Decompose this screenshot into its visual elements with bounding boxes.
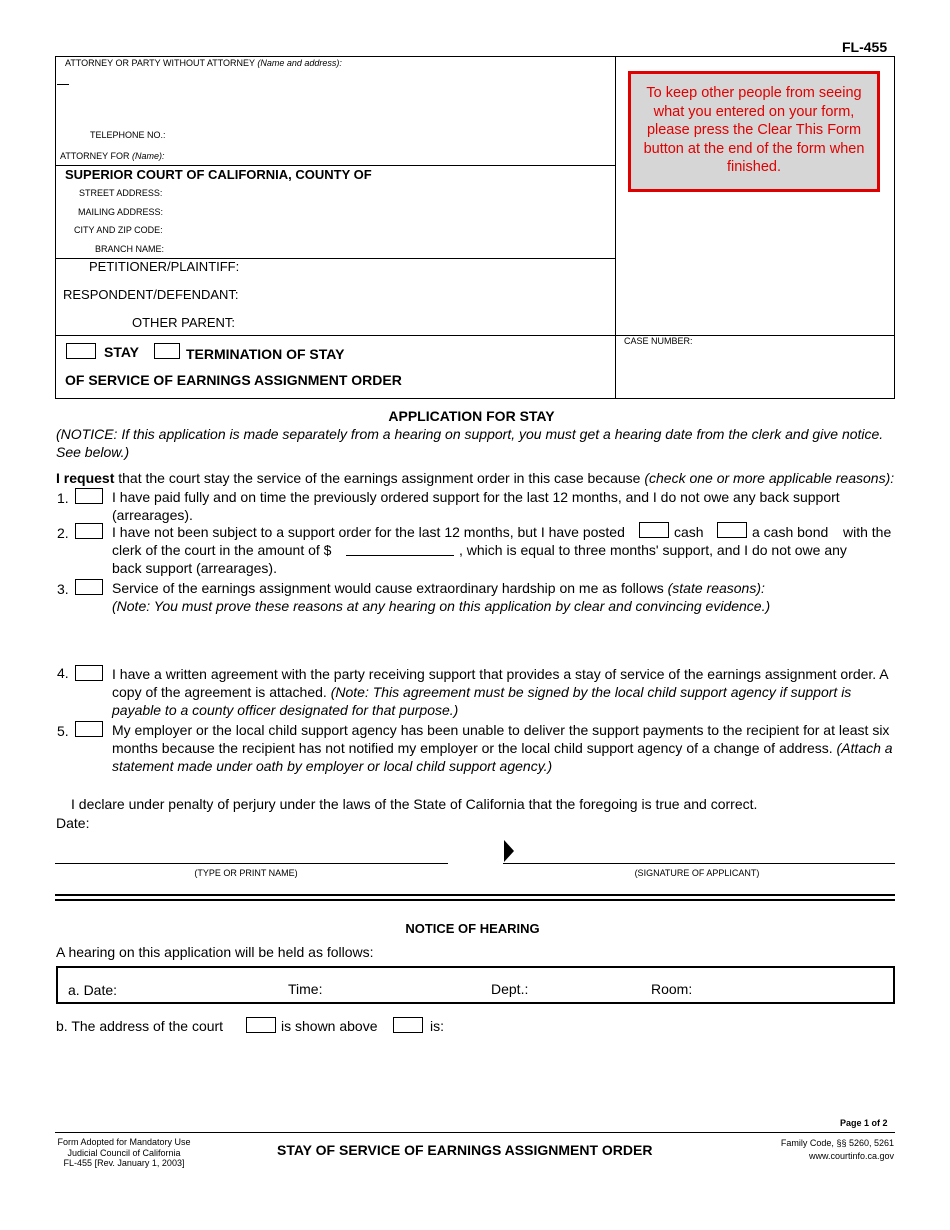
cash-bond-label: a cash bond <box>752 524 829 540</box>
hearing-intro: A hearing on this application will be held as follows: <box>56 944 374 960</box>
website-link[interactable]: www.courtinfo.ca.gov <box>808 1150 894 1161</box>
telephone-field[interactable] <box>172 126 606 142</box>
branch-name-label: BRANCH NAME: <box>95 244 165 254</box>
street-address-label: STREET ADDRESS: <box>79 188 163 198</box>
shown-above-label: is shown above <box>281 1018 378 1034</box>
telephone-label: TELEPHONE NO.: <box>90 130 166 140</box>
footer-references: Family Code, §§ 5260, 5261 www.courtinfo.ca.gov <box>700 1137 894 1162</box>
hearing-room-label: Room: <box>651 981 693 997</box>
hardship-reasons-field[interactable] <box>112 617 896 661</box>
termination-label: TERMINATION OF STAY <box>186 346 345 362</box>
item2-text-a: I have not been subject to a support order for the last 12 months, but I have posted <box>112 524 625 540</box>
shown-above-checkbox[interactable] <box>246 1017 276 1033</box>
item5-checkbox[interactable] <box>75 721 103 737</box>
item2-with-the: with the <box>843 524 892 540</box>
hearing-heading: NOTICE OF HEARING <box>405 921 540 936</box>
address-is-checkbox[interactable] <box>393 1017 423 1033</box>
page-number: Page 1 of 2 <box>840 1118 888 1128</box>
declaration-text: I declare under penalty of perjury under the laws of the State of California that the foregoing is true and correct. <box>71 796 758 812</box>
attorney-for-field[interactable] <box>172 147 606 163</box>
court-address-label: b. The address of the court <box>56 1018 224 1034</box>
item3-text: Service of the earnings assignment would cause extraordinary hardship on me as follows (state reasons): <box>112 580 765 596</box>
other-parent-label: OTHER PARENT: <box>132 315 236 330</box>
item5-number: 5. <box>57 723 69 739</box>
hearing-date-label: a. Date: <box>68 982 118 998</box>
footer-title: STAY OF SERVICE OF EARNINGS ASSIGNMENT ORDER <box>277 1142 653 1158</box>
item4-text: I have a written agreement with the party receiving support that provides a stay of service of the earnings assignment order. A copy of the agreement is attached. (Note: This agreement must be signed by the local child support agency if support is payable to a county officer designated for that purpose.) <box>112 666 888 718</box>
item2-number: 2. <box>57 525 69 541</box>
item3-checkbox[interactable] <box>75 579 103 595</box>
item2-text-d: back support (arrearages). <box>112 560 277 576</box>
item1-text: I have paid fully and on time the previously ordered support for the last 12 months, and I do not owe any back support (arrearages). <box>112 489 840 523</box>
cash-bond-checkbox[interactable] <box>717 522 747 538</box>
print-name-label: (TYPE OR PRINT NAME) <box>194 868 298 878</box>
attorney-name-address-field[interactable] <box>65 72 609 124</box>
amount-field[interactable] <box>346 539 454 556</box>
attorney-label: ATTORNEY OR PARTY WITHOUT ATTORNEY (Name and address): <box>65 58 342 68</box>
item2-text-b: clerk of the court in the amount of $ <box>112 542 332 558</box>
form-number: FL-455 <box>842 39 888 55</box>
item2-checkbox[interactable] <box>75 523 103 539</box>
city-zip-label: CITY AND ZIP CODE: <box>74 225 163 235</box>
privacy-notice: To keep other people from seeing what you entered on your form, please press the Clear This Form button at the end of the form when finished. <box>628 71 880 192</box>
application-heading: APPLICATION FOR STAY <box>388 408 555 424</box>
hearing-dept-label: Dept.: <box>491 981 529 997</box>
hearing-dept-field[interactable] <box>534 978 643 998</box>
hearing-time-field[interactable] <box>326 978 480 998</box>
item1-number: 1. <box>57 490 69 506</box>
cash-label: cash <box>674 524 704 540</box>
date-label: Date: <box>56 815 90 831</box>
respondent-label: RESPONDENT/DEFENDANT: <box>63 287 239 302</box>
signature-area[interactable] <box>518 842 888 862</box>
signature-label: (SIGNATURE OF APPLICANT) <box>634 868 760 878</box>
hearing-time-label: Time: <box>288 981 323 997</box>
item3-note: (Note: You must prove these reasons at any hearing on this application by clear and convincing evidence.) <box>112 598 771 614</box>
request-line: I request that the court stay the service of the earnings assignment order in this case because (check one or more applicable reasons): <box>56 470 895 486</box>
item4-number: 4. <box>57 665 69 681</box>
item5-text: My employer or the local child support agency has been unable to deliver the support payments to the recipient for at least six months because the recipient has not notified my employer or the local child support agency of a change of address. (Attach a statement made under oath by employer or local child support agency.) <box>112 722 893 774</box>
stay-label: STAY <box>104 344 140 360</box>
application-notice: (NOTICE: If this application is made separately from a hearing on support, you must get a hearing date from the clerk and give notice. See below.) <box>56 426 884 460</box>
attorney-for-label: ATTORNEY FOR (Name): <box>60 151 165 161</box>
court-address-field[interactable] <box>450 1014 894 1058</box>
petitioner-label: PETITIONER/PLAINTIFF: <box>89 259 240 274</box>
termination-checkbox[interactable] <box>154 343 180 359</box>
cash-checkbox[interactable] <box>639 522 669 538</box>
item3-number: 3. <box>57 581 69 597</box>
arrow-icon <box>504 840 514 862</box>
address-is-label: is: <box>430 1018 444 1034</box>
hearing-room-field[interactable] <box>698 978 887 998</box>
item2-text-c: , which is equal to three months' support, and I do not owe any <box>459 542 847 558</box>
form-title: OF SERVICE OF EARNINGS ASSIGNMENT ORDER <box>65 372 402 388</box>
print-name-field[interactable] <box>56 842 450 864</box>
mailing-address-label: MAILING ADDRESS: <box>78 207 164 217</box>
stay-checkbox[interactable] <box>66 343 96 359</box>
court-title: SUPERIOR COURT OF CALIFORNIA, COUNTY OF <box>65 167 372 182</box>
item1-checkbox[interactable] <box>75 488 103 504</box>
date-field[interactable] <box>96 812 400 830</box>
hearing-date-field[interactable] <box>122 978 276 998</box>
case-number-label: CASE NUMBER: <box>624 336 693 346</box>
adopted-info: Form Adopted for Mandatory Use Judicial Council of California FL-455 [Rev. January 1, 2003] <box>57 1137 191 1168</box>
item4-checkbox[interactable] <box>75 665 103 681</box>
